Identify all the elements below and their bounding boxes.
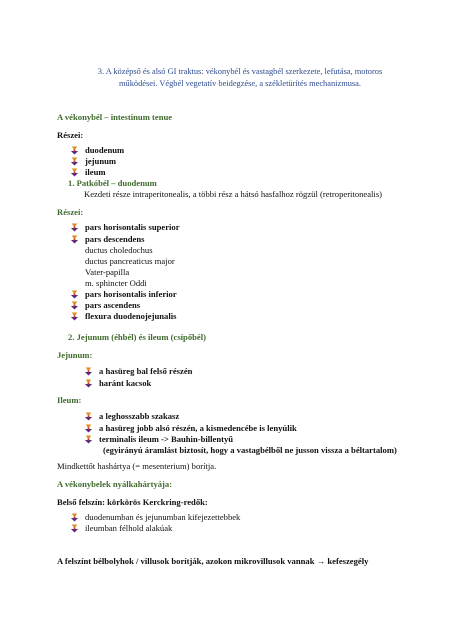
list-item: a hasüreg bal felső részén [99, 366, 193, 376]
list-item: pars descendens [85, 234, 145, 244]
parts-label-1: Részei: [57, 130, 84, 140]
arrow-bullet-icon [70, 235, 79, 244]
list-item: ileum [85, 167, 106, 177]
list-item: ileumban félhold alakúak [85, 523, 173, 533]
ileum-label: Ileum: [57, 395, 82, 405]
arrow-bullet-icon [70, 312, 79, 321]
arrow-bullet-icon [70, 146, 79, 155]
list-subitem: m. sphincter Oddi [85, 278, 147, 288]
list-item: duodenumban és jejunumban kifejezettebbek [85, 512, 241, 522]
parts-label-2: Részei: [57, 207, 84, 217]
list-subitem: ductus choledochus [85, 245, 153, 255]
list-item: haránt kacsok [99, 378, 152, 388]
mesenterium-note: Mindkettőt hashártya (= mesenterium) borítja. [57, 461, 217, 471]
arrow-bullet-icon [70, 290, 79, 299]
list-subitem: Vater-papilla [85, 267, 130, 277]
arrow-bullet-icon [84, 435, 93, 444]
list-item: jejunum [85, 156, 117, 166]
ileum-note: (egyirányú áramlást biztosít, hogy a vastagbélből ne jusson vissza a béltartalom) [103, 445, 397, 455]
section-heading-mucosa: A vékonybelek nyálkahártyája: [57, 479, 173, 489]
title-line-1: 3. A középső és alsó GI traktus: vékonybél és vastagbél szerkezete, lefutása, motoros [97, 67, 383, 76]
arrow-bullet-icon [84, 367, 93, 376]
list-item: a hasüreg jobb alsó részén, a kismedencébe is lenyúlik [99, 423, 297, 433]
list-item: pars ascendens [85, 300, 141, 310]
arrow-bullet-icon [70, 301, 79, 310]
arrow-bullet-icon [70, 157, 79, 166]
list-item: pars horisontalis superior [85, 222, 180, 232]
subsection-heading-patkobel: 1. Patkóbél – duodenum [68, 178, 157, 188]
arrow-bullet-icon [70, 223, 79, 232]
arrow-bullet-icon [70, 168, 79, 177]
title-line-2: működései. Végbél vegetatív beidegzése, a székletürítés mechanizmusa. [119, 79, 361, 88]
arrow-bullet-icon [84, 379, 93, 388]
document-title [60, 66, 420, 90]
section-heading-vekonybel: A vékonybél – intestinum tenue [57, 112, 173, 122]
jejunum-label: Jejunum: [57, 350, 93, 360]
subsection-heading-jejunum-ileum: 2. Jejunum (éhbél) és ileum (csípőbél) [68, 332, 206, 342]
list-item: flexura duodenojejunalis [85, 311, 177, 321]
arrow-bullet-icon [70, 513, 79, 522]
final-statement: A felszínt bélbolyhok / villusok borítják, azokon mikrovillusok vannak → kefeszegély [57, 556, 369, 566]
arrow-bullet-icon [70, 524, 79, 533]
list-item: duodenum [85, 145, 125, 155]
surface-label: Belső felszín: körkörös Kerckring-redők: [57, 497, 208, 507]
arrow-bullet-icon [84, 412, 93, 421]
list-item: a leghosszabb szakasz [99, 411, 180, 421]
list-subitem: ductus pancreaticus major [85, 256, 175, 266]
list-item: pars horisontalis inferior [85, 289, 177, 299]
list-item: terminalis ileum -> Bauhin-billentyű [99, 434, 234, 444]
patkobel-description: Kezdeti része intraperitonealis, a többi rész a hátsó hasfalhoz rögzül (retroperitonealis) [84, 189, 383, 199]
arrow-bullet-icon [84, 424, 93, 433]
